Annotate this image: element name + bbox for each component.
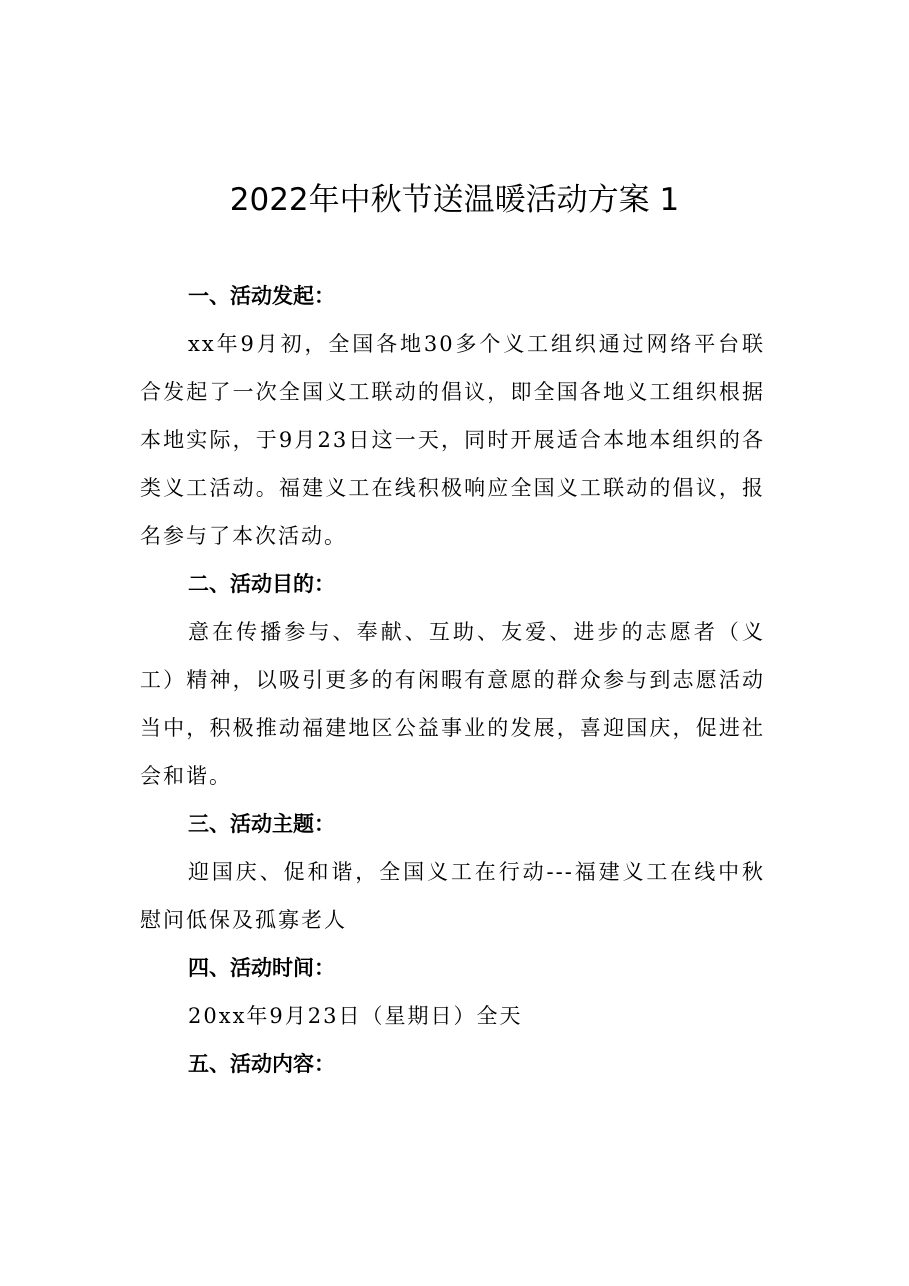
section-paragraph-3: 迎国庆、促和谐，全国义工在行动---福建义工在线中秋慰问低保及孤寡老人 (140, 860, 765, 932)
section-heading-2: 二、活动目的： (188, 572, 335, 596)
section-paragraph-4: 20xx年9月23日（星期日）全天 (188, 1004, 523, 1028)
section-heading-4: 四、活动时间： (188, 956, 335, 980)
section-heading-3: 三、活动主题： (188, 812, 335, 836)
section-heading-5: 五、活动内容： (188, 1052, 335, 1076)
document-body (140, 272, 765, 1088)
section-paragraph-2: 意在传播参与、奉献、互助、友爱、进步的志愿者（义工）精神，以吸引更多的有闲暇有意愿的群众参与到志愿活动当中，积极推动福建地区公益事业的发展，喜迎国庆，促进社会和谐。 (140, 620, 765, 788)
section-heading-1: 一、活动发起： (188, 284, 335, 308)
section-paragraph-1: xx年9月初，全国各地30多个义工组织通过网络平台联合发起了一次全国义工联动的倡议，即全国各地义工组织根据本地实际，于9月23日这一天，同时开展适合本地本组织的各类义工活动。福建义工在线积极响应全国义工联动的倡议，报名参与了本次活动。 (140, 332, 765, 548)
document-title: 2022年中秋节送温暖活动方案 1 (229, 182, 680, 218)
